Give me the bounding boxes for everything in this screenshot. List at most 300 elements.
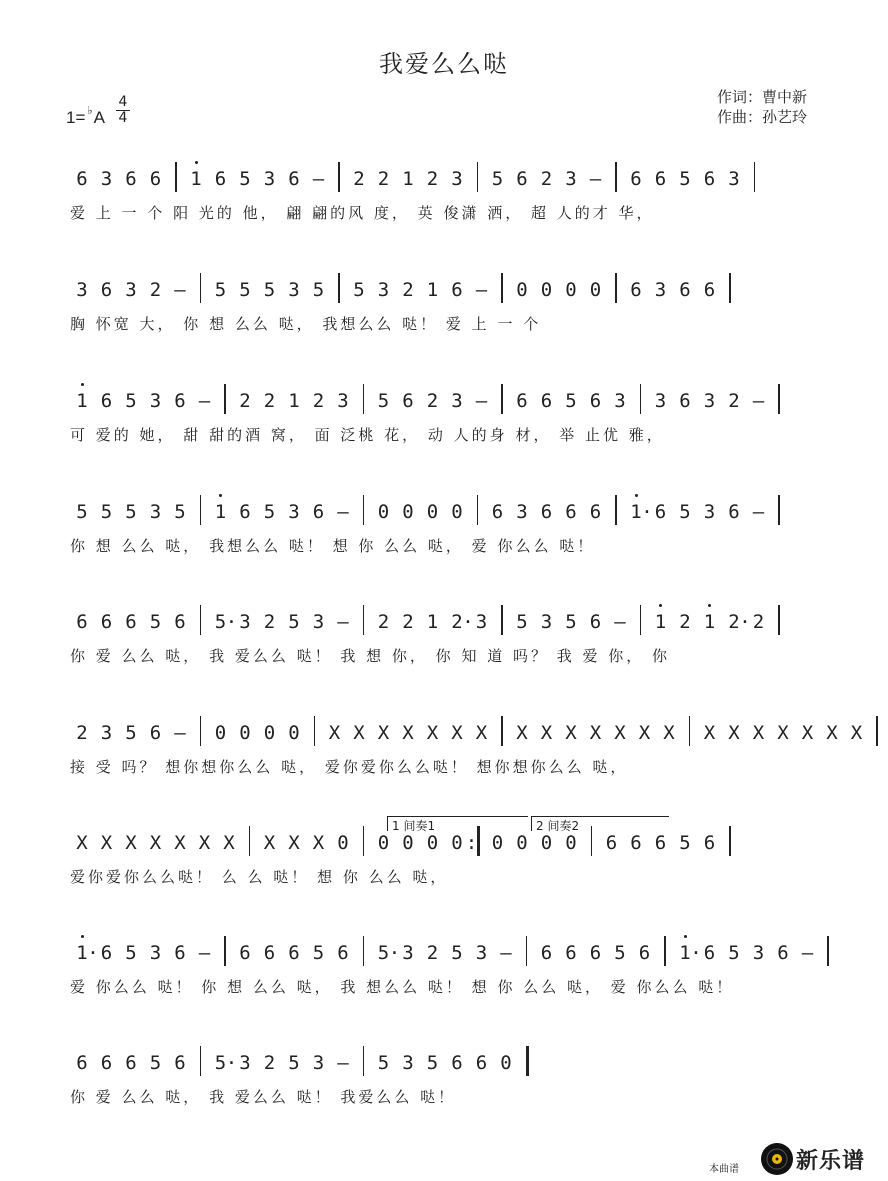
note: 0 <box>426 501 439 523</box>
note: 2 <box>451 611 463 633</box>
note: 6 <box>630 279 642 301</box>
barline <box>200 1046 202 1076</box>
note: – <box>752 501 765 523</box>
barline <box>363 826 365 856</box>
barline <box>501 716 503 746</box>
note: – <box>198 390 211 412</box>
note: 0 <box>540 832 553 854</box>
note: 0 <box>402 501 414 523</box>
note: X <box>614 722 626 744</box>
note: 1 <box>214 501 227 523</box>
barline <box>477 495 479 525</box>
notation-row <box>74 269 834 309</box>
note: X <box>801 722 814 744</box>
augmentation-dot: · <box>87 942 99 964</box>
barline <box>615 162 617 192</box>
note: 3 <box>402 942 414 964</box>
note: 3 <box>402 1052 414 1074</box>
note: 0 <box>451 832 463 854</box>
note: 6 <box>654 168 667 190</box>
note: 1 <box>654 611 667 633</box>
note: 3 <box>654 390 667 412</box>
time-signature <box>116 95 130 126</box>
notation-row <box>74 601 834 641</box>
note: 2 <box>728 611 740 633</box>
high-octave-dot <box>708 604 711 607</box>
note: X <box>589 722 602 744</box>
note: 2 <box>377 611 390 633</box>
note: 2 <box>402 611 414 633</box>
note: 6 <box>679 279 691 301</box>
note: 5 <box>214 611 227 633</box>
barline <box>778 495 780 525</box>
note: 3 <box>703 501 716 523</box>
note: X <box>728 722 740 744</box>
note: 6 <box>312 501 325 523</box>
note: X <box>516 722 528 744</box>
note: 6 <box>451 279 463 301</box>
note: X <box>402 722 414 744</box>
footer-note: 本曲谱 <box>709 1164 739 1175</box>
barline <box>729 273 731 303</box>
barline <box>526 1046 530 1076</box>
note: 5 <box>491 168 504 190</box>
notation-row <box>74 1042 834 1082</box>
note: – <box>337 501 349 523</box>
note: 6 <box>239 501 251 523</box>
note: 3 <box>377 279 390 301</box>
note: 6 <box>679 390 691 412</box>
barline <box>175 162 177 192</box>
note: X <box>328 722 341 744</box>
barline <box>778 605 780 635</box>
barline <box>689 716 691 746</box>
note: 6 <box>174 942 186 964</box>
page-title: 我爱么么哒 <box>379 50 509 78</box>
note: 5 <box>263 279 276 301</box>
note: 3 <box>239 1052 251 1074</box>
note: 0 <box>337 832 349 854</box>
note: 5 <box>377 390 390 412</box>
note: X <box>125 832 137 854</box>
note: X <box>703 722 716 744</box>
note: 3 <box>565 168 577 190</box>
note: X <box>426 722 439 744</box>
barline <box>729 826 731 856</box>
barline <box>200 716 202 746</box>
notation-row <box>74 932 834 972</box>
note: 5 <box>76 501 88 523</box>
note: 3 <box>752 942 765 964</box>
note: 3 <box>76 279 88 301</box>
note: 5 <box>377 1052 390 1074</box>
note: 2 <box>312 390 325 412</box>
note: 5 <box>451 942 463 964</box>
note: 6 <box>540 390 553 412</box>
note: – <box>475 279 488 301</box>
note: 6 <box>76 611 88 633</box>
note: 2 <box>540 168 553 190</box>
system-7 <box>0 819 888 912</box>
note: 6 <box>288 168 300 190</box>
note: 5 <box>125 722 137 744</box>
note: 5 <box>214 279 227 301</box>
note: 1 <box>190 168 202 190</box>
note: 1 <box>426 611 439 633</box>
augmentation-dot: · <box>462 611 474 633</box>
note: 5 <box>312 942 325 964</box>
barline <box>501 384 503 414</box>
note: 6 <box>174 1052 186 1074</box>
credits <box>717 87 807 127</box>
lyrics-row: 你 想 么么 哒， 我想么么 哒！ 想 你 么么 哒， 爱 你么么 哒！ <box>70 537 596 555</box>
notation-row <box>74 822 834 862</box>
note: 0 <box>263 722 276 744</box>
note: 0 <box>565 832 577 854</box>
note: X <box>540 722 553 744</box>
note: 3 <box>614 390 626 412</box>
note: 5 <box>312 279 325 301</box>
system-9 <box>0 1042 888 1132</box>
note: 3 <box>540 611 553 633</box>
note: 6 <box>703 168 716 190</box>
augmentation-dot: · <box>225 611 238 633</box>
barline <box>591 826 593 856</box>
key-prefix: 1= <box>66 108 86 127</box>
note: X <box>288 832 300 854</box>
note: 3 <box>149 501 162 523</box>
note: 5 <box>239 279 251 301</box>
note: 2 <box>76 722 88 744</box>
note: 0 <box>377 501 390 523</box>
note: X <box>223 832 235 854</box>
note: 0 <box>491 832 504 854</box>
note: X <box>263 832 276 854</box>
note: 6 <box>589 390 602 412</box>
note: X <box>149 832 162 854</box>
note: X <box>76 832 88 854</box>
note: 5 <box>728 942 740 964</box>
note: X <box>826 722 838 744</box>
note: 3 <box>100 722 113 744</box>
note: 6 <box>125 1052 137 1074</box>
note: X <box>663 722 675 744</box>
barline <box>200 273 202 303</box>
note: 3 <box>703 390 716 412</box>
note: 0 <box>500 1052 512 1074</box>
barline <box>249 826 251 856</box>
note: 6 <box>263 942 276 964</box>
note: X <box>777 722 789 744</box>
note: 3 <box>239 611 251 633</box>
note: 3 <box>475 942 488 964</box>
system-5 <box>0 601 888 691</box>
high-octave-dot <box>635 494 638 497</box>
note: 6 <box>100 942 113 964</box>
note: 6 <box>630 832 642 854</box>
note: 6 <box>125 168 137 190</box>
note: 5 <box>288 1052 300 1074</box>
record-icon <box>760 1142 794 1176</box>
note: – <box>752 390 765 412</box>
key-signature <box>66 104 105 128</box>
note: 6 <box>654 832 667 854</box>
note: 0 <box>589 279 602 301</box>
note: 3 <box>475 611 488 633</box>
note: 6 <box>402 390 414 412</box>
lyricist: 作词：曹中新 <box>717 88 808 106</box>
barline <box>827 936 829 966</box>
high-octave-dot <box>219 494 222 497</box>
note: 3 <box>337 390 349 412</box>
note: 6 <box>605 832 618 854</box>
barline <box>640 384 642 414</box>
note: 3 <box>149 390 162 412</box>
note: 6 <box>728 501 740 523</box>
note: 3 <box>728 168 740 190</box>
note: 1 <box>630 501 642 523</box>
barline <box>338 273 340 303</box>
note: 6 <box>589 501 602 523</box>
note: 5 <box>239 168 251 190</box>
barline <box>664 936 666 966</box>
system-4 <box>0 491 888 581</box>
note: 1 <box>76 942 88 964</box>
lyrics-row: 接 受 吗？ 想你想你么么 哒， 爱你爱你么么哒！ 想你想你么么 哒， <box>70 758 629 776</box>
system-2 <box>0 269 888 359</box>
volta-1: 1 间奏1 <box>387 816 528 831</box>
lyrics-row: 你 爱 么么 哒， 我 爱么么 哒！ 我 想 你， 你 知 道 吗？ 我 爱 你， 你 <box>70 647 671 665</box>
note: 3 <box>516 501 528 523</box>
augmentation-dot: · <box>690 942 702 964</box>
note: 6 <box>565 501 577 523</box>
note: 6 <box>100 279 113 301</box>
note: 3 <box>312 611 325 633</box>
note: 0 <box>288 722 300 744</box>
augmentation-dot: · <box>641 501 653 523</box>
high-octave-dot <box>81 383 84 386</box>
lyrics-row: 可 爱的 她， 甜 甜的酒 窝， 面 泛桃 花， 动 人的身 材， 举 止优 雅， <box>70 426 665 444</box>
note: 6 <box>589 611 602 633</box>
repeat-sign: : <box>465 832 478 854</box>
note: X <box>100 832 113 854</box>
barline <box>363 384 365 414</box>
note: X <box>353 722 365 744</box>
note: X <box>377 722 390 744</box>
note: 2 <box>149 279 162 301</box>
augmentation-dot: · <box>225 1052 238 1074</box>
barline <box>615 495 617 525</box>
note: 5 <box>565 390 577 412</box>
note: – <box>500 942 512 964</box>
note: – <box>174 279 186 301</box>
brand-logo-text: 新乐谱 <box>796 1149 866 1174</box>
note: 3 <box>149 942 162 964</box>
barline <box>778 384 780 414</box>
note: – <box>614 611 626 633</box>
barline <box>640 605 642 635</box>
note: 6 <box>76 1052 88 1074</box>
barline <box>754 162 756 192</box>
note: 3 <box>288 501 300 523</box>
note: 6 <box>100 1052 113 1074</box>
note: 0 <box>239 722 251 744</box>
note: 6 <box>76 168 88 190</box>
high-octave-dot <box>684 935 687 938</box>
note: 5 <box>174 501 186 523</box>
barline <box>200 495 202 525</box>
note: – <box>475 390 488 412</box>
volta-2: 2 间奏2 <box>531 816 669 831</box>
system-6 <box>0 712 888 802</box>
note: 3 <box>451 390 463 412</box>
note: 2 <box>377 168 390 190</box>
note: 6 <box>149 168 162 190</box>
barline <box>477 162 479 192</box>
note: 1 <box>426 279 439 301</box>
note: 2 <box>263 611 276 633</box>
barline <box>526 936 528 966</box>
note: 5 <box>288 611 300 633</box>
note: 2 <box>263 390 276 412</box>
note: 6 <box>214 168 227 190</box>
note: 0 <box>426 832 439 854</box>
note: 0 <box>540 279 553 301</box>
notation-row <box>74 712 863 752</box>
note: 3 <box>451 168 463 190</box>
note: 5 <box>125 390 137 412</box>
note: 5 <box>149 611 162 633</box>
note: 6 <box>100 611 113 633</box>
note: 2 <box>426 390 439 412</box>
barline <box>501 605 503 635</box>
note: 2 <box>263 1052 276 1074</box>
meter-top: 4 <box>118 94 128 110</box>
barline <box>501 273 503 303</box>
notation-row <box>74 158 834 198</box>
note: X <box>850 722 863 744</box>
note: 6 <box>337 942 349 964</box>
note: 6 <box>516 168 528 190</box>
note: 6 <box>540 942 553 964</box>
note: 5 <box>353 279 365 301</box>
lyrics-row: 爱 你么么 哒！ 你 想 么么 哒， 我 想么么 哒！ 想 你 么么 哒， 爱 你么么 哒！ <box>70 978 735 996</box>
note: X <box>565 722 577 744</box>
high-octave-dot <box>195 161 198 164</box>
note: 5 <box>214 1052 227 1074</box>
note: – <box>198 942 211 964</box>
note: 5 <box>263 501 276 523</box>
system-3 <box>0 380 888 470</box>
barline <box>200 605 202 635</box>
barline <box>224 936 226 966</box>
note: 1 <box>288 390 300 412</box>
note: 0 <box>214 722 227 744</box>
note: 6 <box>540 501 553 523</box>
note: 0 <box>451 501 463 523</box>
note: 6 <box>638 942 651 964</box>
note: X <box>475 722 488 744</box>
note: X <box>752 722 765 744</box>
note: 6 <box>174 611 186 633</box>
note: 2 <box>402 279 414 301</box>
note: 5 <box>516 611 528 633</box>
composer: 作曲：孙艺玲 <box>717 108 808 126</box>
high-octave-dot <box>81 935 84 938</box>
note: 6 <box>654 501 667 523</box>
note: – <box>174 722 186 744</box>
note: 6 <box>630 168 642 190</box>
augmentation-dot: · <box>388 942 401 964</box>
note: 6 <box>451 1052 463 1074</box>
note: 0 <box>402 832 414 854</box>
note: 1 <box>679 942 691 964</box>
note: 3 <box>288 279 300 301</box>
system-8 <box>0 932 888 1022</box>
note: X <box>312 832 325 854</box>
note: 6 <box>703 942 716 964</box>
note: 6 <box>589 942 602 964</box>
note: 0 <box>516 279 528 301</box>
note: 5 <box>100 501 113 523</box>
note: 3 <box>100 168 113 190</box>
high-octave-dot <box>659 604 662 607</box>
note: 2 <box>426 942 439 964</box>
lyrics-row: 爱你爱你么么哒！ 么 么 哒！ 想 你 么么 哒， <box>70 868 449 886</box>
note: 2 <box>239 390 251 412</box>
note: X <box>174 832 186 854</box>
note: 3 <box>654 279 667 301</box>
note: 5 <box>614 942 626 964</box>
note: 0 <box>516 832 528 854</box>
lyrics-row: 胸 怀宽 大， 你 想 么么 哒， 我想么么 哒！ 爱 上 一 个 <box>70 315 542 333</box>
note: 1 <box>402 168 414 190</box>
barline <box>363 605 365 635</box>
note: 0 <box>377 832 390 854</box>
system-1 <box>0 158 888 248</box>
note: 0 <box>565 279 577 301</box>
note: 3 <box>263 168 276 190</box>
note: 6 <box>475 1052 488 1074</box>
augmentation-dot: · <box>739 611 751 633</box>
note: X <box>198 832 211 854</box>
note: 2 <box>353 168 365 190</box>
note: 1 <box>76 390 88 412</box>
note: 5 <box>149 1052 162 1074</box>
lyrics-row: 爱 上 一 个 阳 光的 他， 翩 翩的风 度， 英 俊潇 洒， 超 人的才 华， <box>70 204 655 222</box>
note: – <box>589 168 602 190</box>
note: X <box>451 722 463 744</box>
note: – <box>312 168 325 190</box>
note: 2 <box>728 390 740 412</box>
note: 2 <box>752 611 765 633</box>
barline <box>363 1046 365 1076</box>
barline <box>363 936 365 966</box>
note: 3 <box>125 279 137 301</box>
note: 6 <box>174 390 186 412</box>
note: 6 <box>777 942 789 964</box>
note: 5 <box>125 942 137 964</box>
notation-row <box>74 380 834 420</box>
note: 6 <box>125 611 137 633</box>
note: 6 <box>149 722 162 744</box>
note: – <box>801 942 814 964</box>
note: 5 <box>679 501 691 523</box>
barline <box>338 162 340 192</box>
note: X <box>638 722 651 744</box>
note: 6 <box>491 501 504 523</box>
notation-row <box>74 491 834 531</box>
